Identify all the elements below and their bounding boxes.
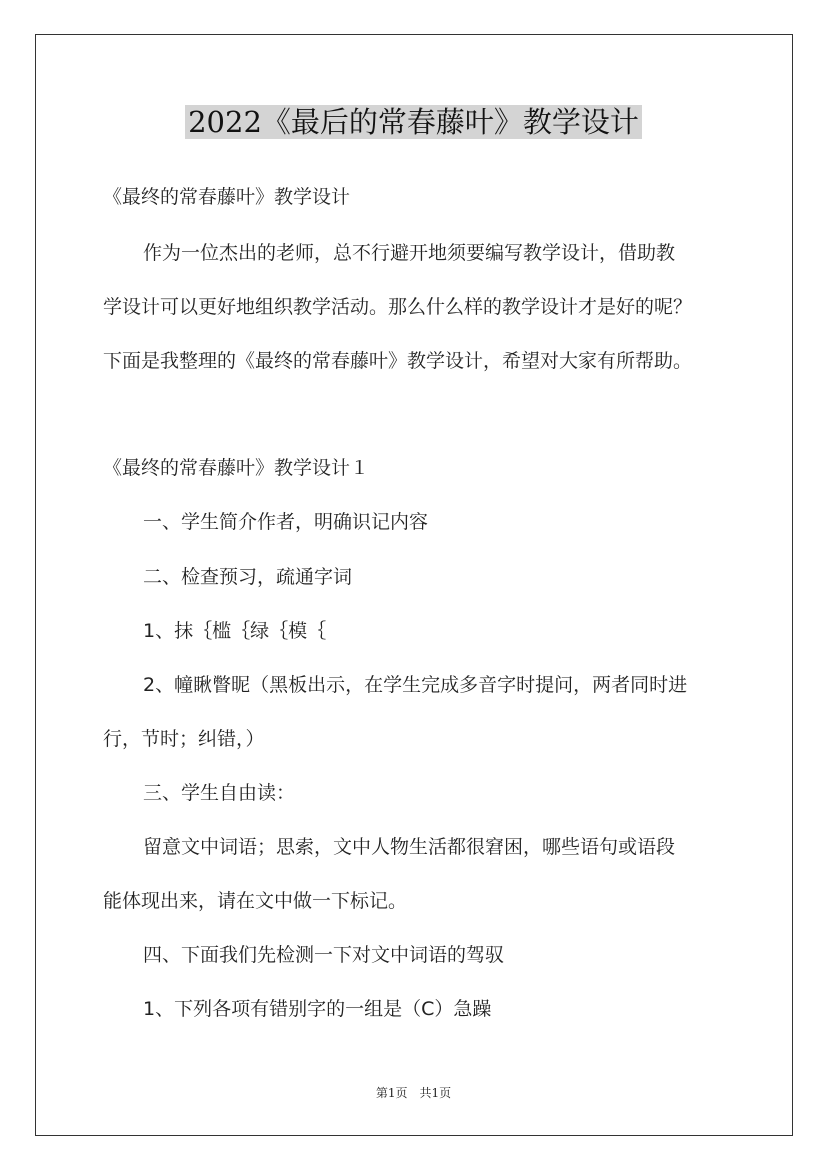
paragraph-line: 一、学生简介作者，明确识记内容 — [143, 511, 429, 533]
paragraph-line: 2、幢瞅瞥昵（黑板出示，在学生完成多音字时提问，两者同时进 — [143, 674, 688, 696]
paragraph-line: 四、下面我们先检测一下对文中词语的驾驭 — [143, 944, 505, 966]
paragraph-line: 留意文中词语；思索，文中人物生活都很窘困，哪些语句或语段 — [143, 836, 676, 858]
paragraph-line: 1、下列各项有错别字的一组是（C）急躁 — [143, 998, 492, 1020]
paragraph-line: 三、学生自由读： — [143, 782, 296, 804]
paragraph-line: 下面是我整理的《最终的常春藤叶》教学设计，希望对大家有所帮助。 — [103, 350, 693, 372]
section-heading: 《最终的常春藤叶》教学设计１ — [103, 457, 370, 479]
page-footer: 第1页 共1页 — [375, 1086, 452, 1100]
paragraph-line: 1、抹｛槛｛绿｛模｛ — [143, 620, 327, 642]
paragraph-line: 行，节时；纠错，） — [103, 728, 265, 750]
subtitle-line: 《最终的常春藤叶》教学设计 — [103, 186, 351, 208]
document-title-wrap — [0, 102, 827, 142]
paragraph-line: 二、检查预习，疏通字词 — [143, 566, 353, 588]
paragraph-line: 能体现出来，请在文中做一下标记。 — [103, 890, 408, 912]
paragraph-line: 学设计可以更好地组织教学活动。那么什么样的教学设计才是好的呢？ — [103, 296, 693, 318]
document-title: 2022《最后的常春藤叶》教学设计 — [185, 105, 642, 139]
paragraph-line: 作为一位杰出的老师，总不行避开地须要编写教学设计，借助教 — [143, 242, 676, 264]
